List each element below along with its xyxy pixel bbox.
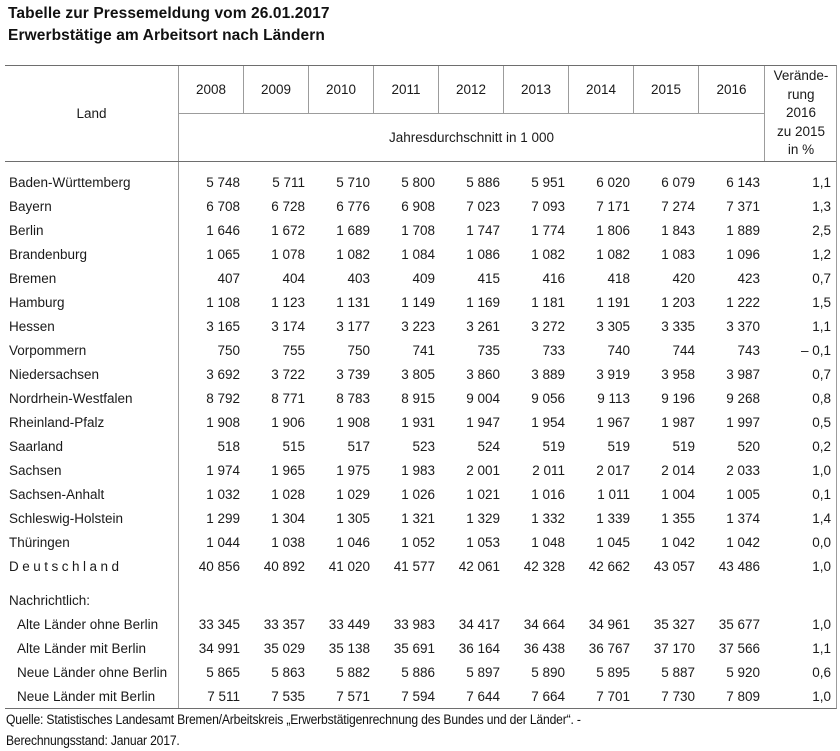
value-cell: 5 710 (336, 174, 370, 190)
value-cell: 520 (737, 438, 760, 454)
land-cell: Schleswig-Holstein (9, 510, 124, 526)
table-row (5, 660, 836, 684)
value-cell: 1 689 (336, 222, 370, 238)
value-cell: 1 983 (401, 462, 435, 478)
change-cell: 0,5 (812, 414, 831, 430)
value-cell: 1 083 (661, 246, 695, 262)
value-cell: 7 701 (596, 688, 630, 704)
change-cell: – 0,1 (800, 342, 831, 358)
land-cell: Nordrhein-Westfalen (9, 390, 133, 406)
change-cell: 1,1 (812, 174, 831, 190)
value-cell: 1 123 (271, 294, 305, 310)
value-cell: 744 (672, 342, 695, 358)
change-cell: 0,7 (812, 366, 831, 382)
value-cell: 1 747 (466, 222, 500, 238)
value-cell: 5 886 (466, 174, 500, 190)
change-header-line: zu 2015 (776, 123, 826, 139)
value-cell: 3 177 (336, 318, 370, 334)
value-cell: 5 711 (272, 174, 305, 190)
change-header-line: 2016 (785, 105, 817, 121)
value-cell: 1 046 (336, 534, 370, 550)
change-cell: 0,2 (812, 438, 831, 454)
value-cell: 1 065 (206, 246, 240, 262)
value-cell: 517 (347, 438, 370, 454)
value-cell: 1 044 (206, 534, 240, 550)
land-cell: Neue Länder mit Berlin (17, 688, 156, 704)
value-cell: 7 571 (336, 688, 370, 704)
table-row (5, 554, 836, 578)
value-cell: 43 486 (718, 558, 760, 574)
value-cell: 3 889 (531, 366, 565, 382)
value-cell: 1 987 (661, 414, 695, 430)
value-cell: 35 677 (718, 616, 760, 632)
value-cell: 5 920 (726, 664, 760, 680)
value-cell: 43 057 (653, 558, 695, 574)
change-cell: 1,1 (812, 318, 831, 334)
year-header: 2016 (716, 81, 747, 97)
value-cell: 1 203 (661, 294, 695, 310)
value-cell: 1 042 (726, 534, 760, 550)
change-cell: 1,0 (812, 558, 831, 574)
table-row (5, 386, 836, 410)
land-cell: Hessen (9, 318, 55, 334)
change-header-line: Verände- (773, 68, 829, 84)
value-cell: 1 965 (271, 462, 305, 478)
value-cell: 1 026 (401, 486, 435, 502)
value-cell: 733 (542, 342, 565, 358)
value-cell: 1 021 (466, 486, 500, 502)
value-cell: 1 954 (531, 414, 565, 430)
value-cell: 1 096 (726, 246, 760, 262)
year-headers-row (179, 66, 764, 114)
value-cell: 3 165 (206, 318, 240, 334)
value-cell: 1 082 (336, 246, 370, 262)
value-cell: 1 906 (271, 414, 305, 430)
value-cell: 743 (737, 342, 760, 358)
value-cell: 5 951 (531, 174, 565, 190)
land-cell: Saarland (9, 438, 64, 454)
value-cell: 741 (412, 342, 435, 358)
value-cell: 1 169 (466, 294, 500, 310)
value-cell: 1 374 (726, 510, 760, 526)
value-cell: 2 033 (726, 462, 760, 478)
value-cell: 3 805 (401, 366, 435, 382)
value-cell: 755 (282, 342, 305, 358)
value-cell: 735 (477, 342, 500, 358)
value-cell: 2 017 (596, 462, 630, 478)
value-cell: 1 191 (596, 294, 630, 310)
value-cell: 1 672 (271, 222, 305, 238)
value-cell: 6 908 (401, 198, 435, 214)
year-header: 2014 (569, 66, 634, 113)
value-cell: 416 (542, 270, 565, 286)
value-cell: 5 897 (466, 664, 500, 680)
value-cell: 519 (542, 438, 565, 454)
value-cell: 7 511 (207, 688, 240, 704)
change-cell: 1,1 (812, 640, 831, 656)
value-cell: 36 767 (588, 640, 630, 656)
value-cell: 40 892 (263, 558, 305, 574)
value-cell: 3 722 (271, 366, 305, 382)
value-cell: 1 332 (531, 510, 565, 526)
change-header-line: rung (787, 86, 815, 102)
value-cell: 3 261 (466, 318, 500, 334)
value-cell: 1 997 (726, 414, 760, 430)
value-cell: 1 975 (336, 462, 370, 478)
value-cell: 1 029 (336, 486, 370, 502)
value-cell: 5 882 (336, 664, 370, 680)
change-cell: 0,0 (812, 534, 831, 550)
value-cell: 1 908 (336, 414, 370, 430)
value-cell: 3 305 (596, 318, 630, 334)
land-cell: Neue Länder ohne Berlin (17, 664, 168, 680)
table-row (5, 684, 836, 708)
value-cell: 418 (607, 270, 630, 286)
value-cell: 40 856 (198, 558, 240, 574)
value-cell: 5 863 (271, 664, 305, 680)
table-row (5, 218, 836, 242)
value-cell: 7 371 (726, 198, 760, 214)
value-cell: 3 370 (726, 318, 760, 334)
land-cell: Deutschland (9, 558, 123, 574)
land-column-header: Land (5, 66, 179, 161)
value-cell: 6 708 (206, 198, 240, 214)
change-cell: 1,0 (812, 688, 831, 704)
table-row (5, 338, 836, 362)
value-cell: 1 646 (206, 222, 240, 238)
value-cell: 3 919 (596, 366, 630, 382)
value-cell: 519 (672, 438, 695, 454)
value-cell: 1 149 (401, 294, 435, 310)
value-cell: 34 991 (198, 640, 240, 656)
value-cell: 33 983 (393, 616, 435, 632)
change-cell: 2,5 (812, 222, 831, 238)
value-cell: 9 196 (661, 390, 695, 406)
value-cell: 6 143 (726, 174, 760, 190)
value-cell: 1 889 (726, 222, 760, 238)
year-header: 2015 (634, 66, 699, 113)
value-cell: 5 887 (661, 664, 695, 680)
change-cell: 0,8 (812, 390, 831, 406)
value-cell: 750 (217, 342, 240, 358)
value-cell: 1 967 (596, 414, 630, 430)
value-cell: 33 345 (198, 616, 240, 632)
value-cell: 42 662 (588, 558, 630, 574)
value-cell: 5 886 (401, 664, 435, 680)
value-cell: 515 (282, 438, 305, 454)
table-row (5, 506, 836, 530)
value-cell: 750 (347, 342, 370, 358)
value-cell: 1 339 (596, 510, 630, 526)
table-body (5, 162, 836, 708)
value-cell: 7 023 (466, 198, 500, 214)
value-cell: 6 776 (336, 198, 370, 214)
value-cell: 3 958 (661, 366, 695, 382)
value-cell: 1 299 (206, 510, 240, 526)
value-cell: 3 987 (726, 366, 760, 382)
table-header (5, 66, 836, 162)
table-row (5, 242, 836, 266)
land-cell: Sachsen (9, 462, 62, 478)
title-line-1: Tabelle zur Pressemeldung vom 26.01.2017 (8, 5, 330, 22)
land-cell: Niedersachsen (9, 366, 100, 382)
value-cell: 7 644 (466, 688, 500, 704)
year-header: 2010 (309, 66, 374, 113)
section-label: Nachrichtlich: (9, 592, 91, 608)
value-cell: 36 438 (523, 640, 565, 656)
table-row (5, 290, 836, 314)
value-cell: 1 038 (271, 534, 305, 550)
calculation-status-line: Berechnungsstand: Januar 2017. (6, 733, 180, 748)
value-cell: 7 093 (531, 198, 565, 214)
value-cell: 420 (672, 270, 695, 286)
value-cell: 5 890 (531, 664, 565, 680)
table-row (5, 194, 836, 218)
value-cell: 1 908 (206, 414, 240, 430)
value-cell: 1 048 (531, 534, 565, 550)
change-cell: 0,7 (812, 270, 831, 286)
change-header-line: in % (787, 142, 815, 158)
value-cell: 1 108 (206, 294, 240, 310)
value-cell: 1 004 (661, 486, 695, 502)
value-cell: 1 078 (271, 246, 305, 262)
value-cell: 7 664 (531, 688, 565, 704)
value-cell: 6 728 (271, 198, 305, 214)
value-cell: 42 328 (523, 558, 565, 574)
value-cell: 8 771 (271, 390, 305, 406)
value-cell: 407 (217, 270, 240, 286)
value-cell: 9 113 (597, 390, 630, 406)
value-cell: 35 327 (653, 616, 695, 632)
change-cell: 1,4 (812, 510, 831, 526)
value-cell: 2 011 (532, 462, 565, 478)
value-cell: 3 174 (271, 318, 305, 334)
value-cell: 36 164 (458, 640, 500, 656)
value-cell: 8 783 (336, 390, 370, 406)
table-row (5, 314, 836, 338)
unit-header: Jahresdurchschnitt in 1 000 (388, 129, 555, 145)
land-cell: Thüringen (9, 534, 70, 550)
value-cell: 3 272 (531, 318, 565, 334)
change-cell: 1,5 (812, 294, 831, 310)
land-cell: Vorpommern (9, 342, 87, 358)
year-header: 2011 (374, 66, 439, 113)
value-cell: 34 961 (588, 616, 630, 632)
source-line: Quelle: Statistisches Landesamt Bremen/Arbeitskreis „Erwerbstätigenrechnung des Bundes und der Länder“. - (6, 712, 581, 727)
value-cell: 403 (347, 270, 370, 286)
value-cell: 1 082 (531, 246, 565, 262)
value-cell: 7 535 (271, 688, 305, 704)
value-cell: 9 056 (531, 390, 565, 406)
value-cell: 35 138 (328, 640, 370, 656)
year-header: 2012 (439, 66, 504, 113)
statistics-table (5, 65, 837, 709)
value-cell: 5 800 (401, 174, 435, 190)
value-cell: 1 843 (661, 222, 695, 238)
table-row (5, 612, 836, 636)
value-cell: 1 305 (336, 510, 370, 526)
land-cell: Bayern (9, 198, 52, 214)
value-cell: 35 691 (393, 640, 435, 656)
change-cell: 1,2 (812, 246, 831, 262)
land-cell: Hamburg (9, 294, 65, 310)
value-cell: 42 061 (458, 558, 500, 574)
value-cell: 1 005 (726, 486, 760, 502)
value-cell: 6 079 (661, 174, 695, 190)
value-cell: 1 708 (401, 222, 435, 238)
value-cell: 1 082 (596, 246, 630, 262)
value-cell: 1 045 (596, 534, 630, 550)
value-cell: 519 (607, 438, 630, 454)
value-cell: 1 084 (401, 246, 435, 262)
value-cell: 34 417 (458, 616, 500, 632)
table-row (5, 434, 836, 458)
value-cell: 3 692 (206, 366, 240, 382)
value-cell: 1 947 (466, 414, 500, 430)
value-cell: 7 171 (596, 198, 630, 214)
value-cell: 1 181 (531, 294, 565, 310)
change-cell: 1,0 (812, 462, 831, 478)
value-cell: 1 086 (466, 246, 500, 262)
land-cell: Alte Länder ohne Berlin (17, 616, 159, 632)
value-cell: 3 223 (401, 318, 435, 334)
change-cell: 0,6 (812, 664, 831, 680)
value-cell: 35 029 (263, 640, 305, 656)
value-cell: 33 357 (263, 616, 305, 632)
value-cell: 1 931 (401, 414, 435, 430)
value-cell: 1 131 (336, 294, 370, 310)
value-cell: 518 (217, 438, 240, 454)
value-cell: 37 170 (653, 640, 695, 656)
value-cell: 2 001 (466, 462, 500, 478)
value-cell: 1 321 (401, 510, 435, 526)
table-row (5, 170, 836, 194)
land-cell: Alte Länder mit Berlin (17, 640, 147, 656)
table-row (5, 530, 836, 554)
value-cell: 3 739 (336, 366, 370, 382)
value-cell: 1 032 (206, 486, 240, 502)
value-cell: 1 974 (206, 462, 240, 478)
table-row (5, 266, 836, 290)
value-cell: 1 042 (661, 534, 695, 550)
year-header-group (179, 66, 764, 161)
value-cell: 740 (607, 342, 630, 358)
value-cell: 1 016 (531, 486, 565, 502)
change-cell: 1,0 (812, 616, 831, 632)
land-cell: Brandenburg (9, 246, 88, 262)
value-cell: 9 268 (726, 390, 760, 406)
year-header: 2008 (179, 66, 244, 113)
land-cell: Bremen (9, 270, 57, 286)
value-cell: 7 594 (401, 688, 435, 704)
table-row (5, 482, 836, 506)
value-cell: 33 449 (328, 616, 370, 632)
value-cell: 1 329 (466, 510, 500, 526)
value-cell: 1 028 (271, 486, 305, 502)
value-cell: 8 915 (401, 390, 435, 406)
value-cell: 41 020 (328, 558, 370, 574)
table-row (5, 410, 836, 434)
change-cell: 0,1 (812, 486, 831, 502)
value-cell: 8 792 (206, 390, 240, 406)
land-cell: Rheinland-Pfalz (9, 414, 105, 430)
value-cell: 1 222 (726, 294, 760, 310)
value-cell: 1 011 (597, 486, 630, 502)
value-cell: 524 (477, 438, 500, 454)
value-cell: 5 748 (206, 174, 240, 190)
year-header: 2013 (504, 66, 569, 113)
change-column-header (764, 66, 837, 161)
value-cell: 7 809 (726, 688, 760, 704)
value-cell: 5 865 (206, 664, 240, 680)
value-cell: 3 335 (661, 318, 695, 334)
value-cell: 1 304 (271, 510, 305, 526)
value-cell: 5 895 (596, 664, 630, 680)
value-cell: 6 020 (596, 174, 630, 190)
value-cell: 7 274 (661, 198, 695, 214)
title-line-2: Erwerbstätige am Arbeitsort nach Ländern (8, 26, 325, 44)
value-cell: 34 664 (523, 616, 565, 632)
value-cell: 1 806 (596, 222, 630, 238)
value-cell: 7 730 (661, 688, 695, 704)
table-row (5, 458, 836, 482)
change-cell: 1,3 (812, 198, 831, 214)
value-cell: 415 (477, 270, 500, 286)
value-cell: 2 014 (661, 462, 695, 478)
value-cell: 523 (412, 438, 435, 454)
value-cell: 41 577 (393, 558, 435, 574)
land-cell: Baden-Württemberg (9, 174, 131, 190)
year-header: 2009 (244, 66, 309, 113)
table-row (5, 362, 836, 386)
value-cell: 1 052 (401, 534, 435, 550)
value-cell: 409 (412, 270, 435, 286)
value-cell: 37 566 (718, 640, 760, 656)
value-cell: 423 (737, 270, 760, 286)
land-cell: Sachsen-Anhalt (9, 486, 105, 502)
source-note (6, 709, 834, 751)
value-cell: 1 355 (661, 510, 695, 526)
table-row (5, 636, 836, 660)
value-cell: 3 860 (466, 366, 500, 382)
value-cell: 1 774 (531, 222, 565, 238)
value-cell: 404 (282, 270, 305, 286)
value-cell: 9 004 (466, 390, 500, 406)
value-cell: 1 053 (466, 534, 500, 550)
land-cell: Berlin (9, 222, 44, 238)
page-title (8, 3, 330, 46)
section-label-row (5, 588, 836, 612)
